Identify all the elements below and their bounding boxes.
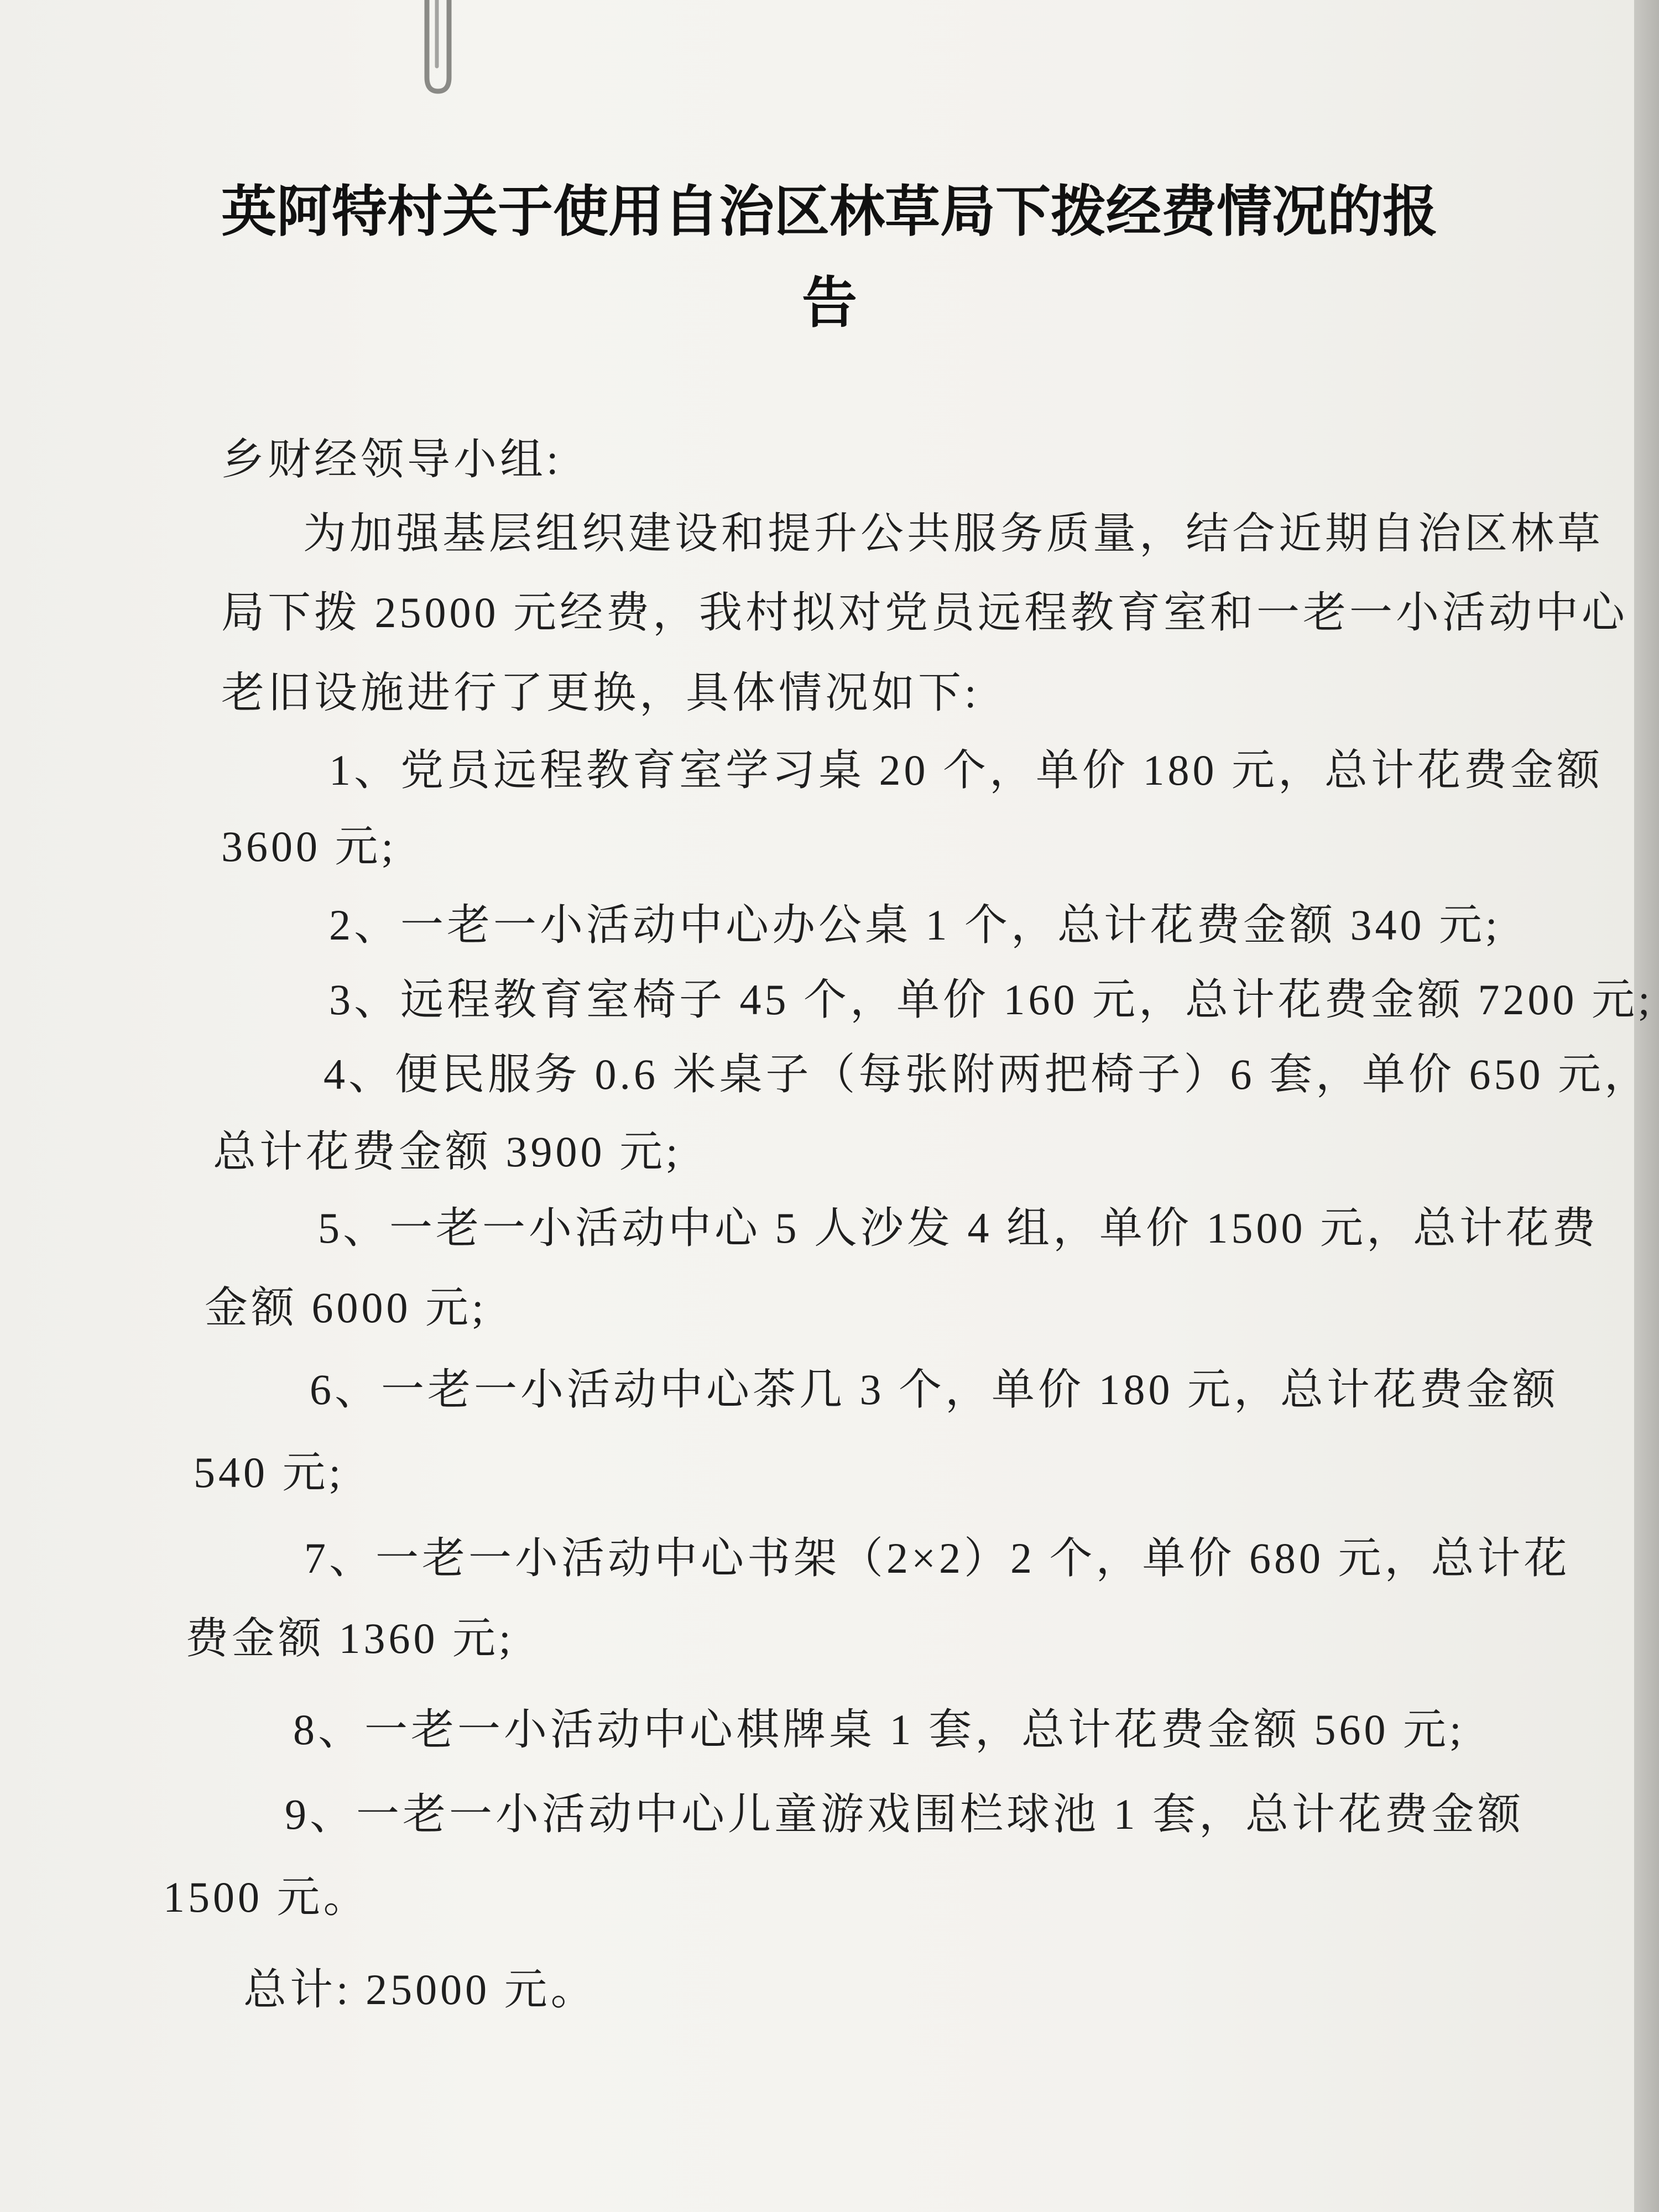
salutation: 乡财经领导小组: [221,435,562,483]
item-1-line-1: 1、党员远程教育室学习桌 20 个，单价 180 元，总计花费金额 [329,746,1604,794]
item-9-line-1: 9、一老一小活动中心儿童游戏围栏球池 1 套，总计花费金额 [285,1790,1525,1838]
intro-line-1: 为加强基层组织建设和提升公共服务质量，结合近期自治区林草 [303,509,1604,557]
item-6-line-2: 540 元; [194,1448,345,1496]
title-line-1: 英阿特村关于使用自治区林草局下拨经费情况的报 [221,179,1438,244]
total-line: 总计: 25000 元。 [243,1965,597,2013]
intro-line-2: 局下拨 25000 元经费，我村拟对党员远程教育室和一老一小活动中心 [221,588,1629,637]
item-8: 8、一老一小活动中心棋牌桌 1 套，总计花费金额 560 元; [293,1705,1465,1754]
item-4-line-1: 4、便民服务 0.6 米桌子（每张附两把椅子）6 套，单价 650 元， [324,1050,1651,1098]
title-line-2: 告 [802,270,857,335]
intro-line-3: 老旧设施进行了更换，具体情况如下: [221,669,980,717]
item-2: 2、一老一小活动中心办公桌 1 个，总计花费金额 340 元; [329,901,1501,949]
item-7-line-2: 费金额 1360 元; [185,1614,514,1662]
item-9-line-2: 1500 元。 [163,1873,370,1921]
item-5-line-2: 金额 6000 元; [205,1284,487,1332]
paperclip-icon [410,0,466,97]
item-7-line-1: 7、一老一小活动中心书架（2×2）2 个，单价 680 元，总计花 [304,1534,1571,1582]
item-4-line-2: 总计花费金额 3900 元; [213,1128,681,1176]
document-title [0,166,1659,348]
item-1-line-2: 3600 元; [221,822,397,870]
item-5-line-1: 5、一老一小活动中心 5 人沙发 4 组，单价 1500 元，总计花费 [318,1204,1599,1252]
item-3: 3、远程教育室椅子 45 个，单价 160 元，总计花费金额 7200 元; [329,975,1653,1024]
item-6-line-1: 6、一老一小活动中心茶几 3 个，单价 180 元，总计花费金额 [310,1365,1559,1413]
